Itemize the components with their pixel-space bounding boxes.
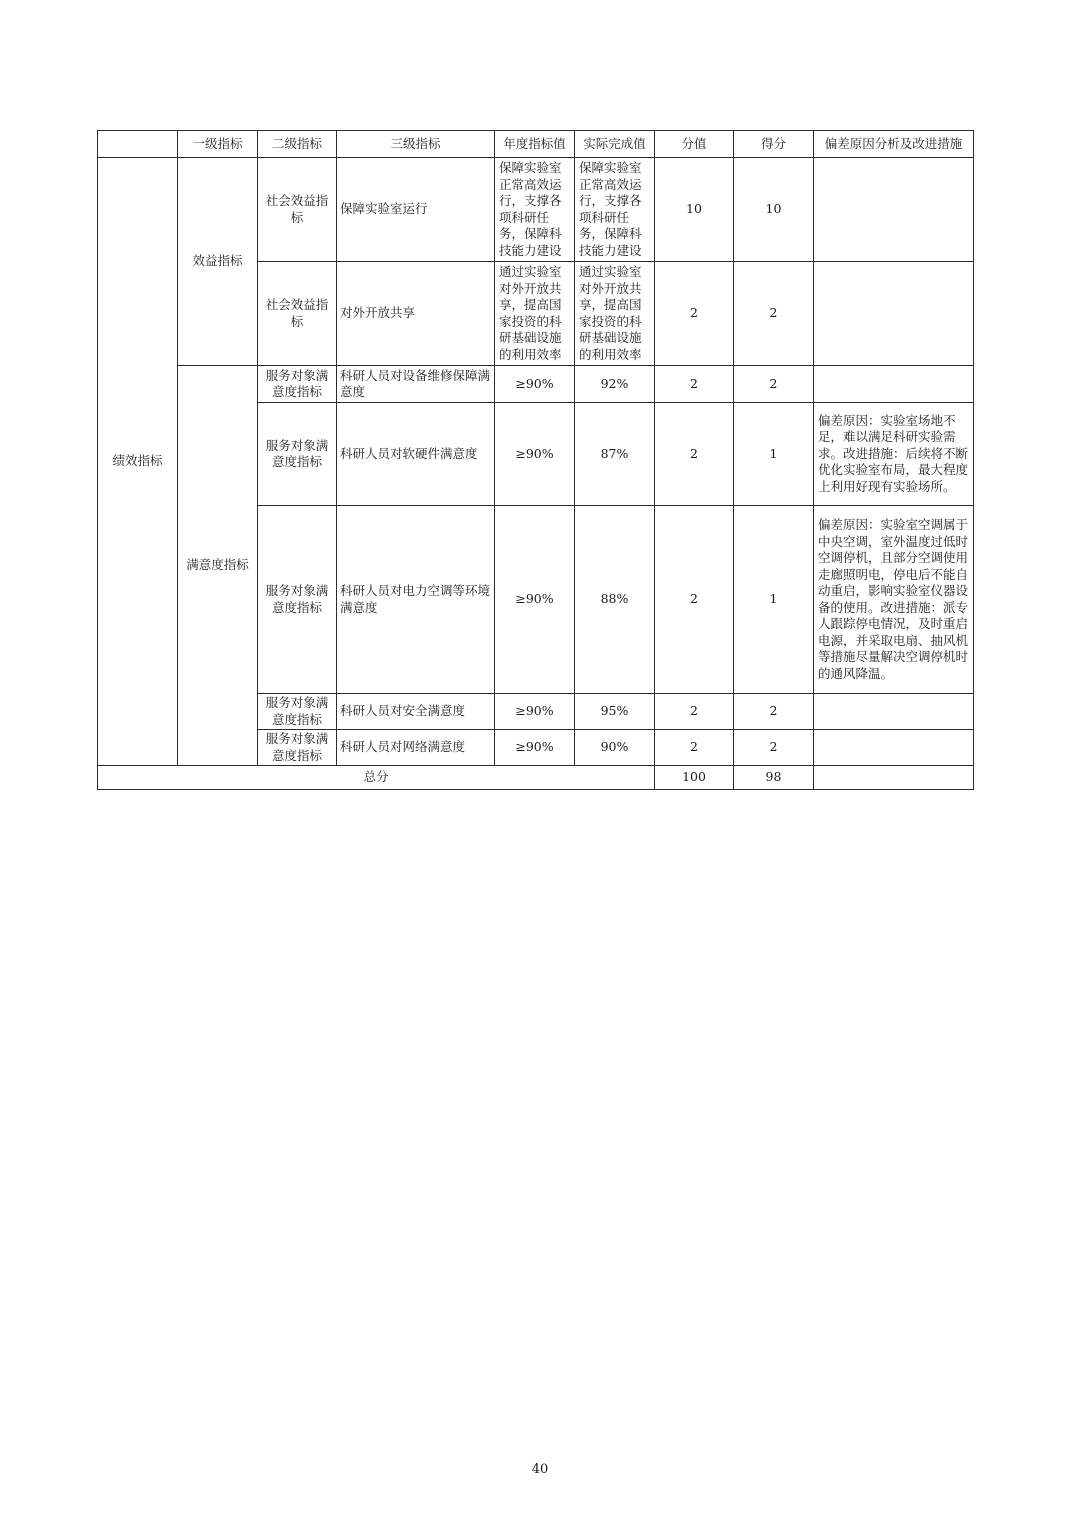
total-got-cell: 98 [734, 766, 814, 790]
score-cell: 2 [655, 403, 734, 506]
actual-cell: 92% [575, 366, 655, 403]
got-cell: 2 [734, 694, 814, 730]
table-row [98, 366, 974, 403]
page-number: 40 [531, 1462, 549, 1477]
level2-cell: 社会效益指标 [258, 262, 337, 366]
analysis-cell [814, 262, 974, 366]
got-cell: 1 [734, 506, 814, 694]
analysis-cell: 偏差原因：实验室场地不足，难以满足科研实验需求。改进措施：后续将不断优化实验室布局，最大程度上利用好现有实验场所。 [814, 403, 974, 506]
score-cell: 2 [655, 366, 734, 403]
analysis-cell [814, 694, 974, 730]
level3-cell: 科研人员对安全满意度 [337, 694, 495, 730]
table-row [98, 158, 974, 262]
actual-cell: 87% [575, 403, 655, 506]
level3-cell: 保障实验室运行 [337, 158, 495, 262]
header-cell-actual: 实际完成值 [575, 131, 655, 158]
header-row [98, 131, 974, 158]
total-row [98, 766, 974, 790]
target-cell: 保障实验室正常高效运行，支撑各项科研任务，保障科技能力建设 [495, 158, 575, 262]
level2-cell: 服务对象满意度指标 [258, 366, 337, 403]
level2-cell: 服务对象满意度指标 [258, 403, 337, 506]
header-cell-got: 得分 [734, 131, 814, 158]
score-cell: 2 [655, 506, 734, 694]
got-cell: 2 [734, 730, 814, 766]
actual-cell: 保障实验室正常高效运行，支撑各项科研任务，保障科技能力建设 [575, 158, 655, 262]
header-cell-level3: 三级指标 [337, 131, 495, 158]
level1-satisfaction-cell: 满意度指标 [178, 366, 258, 766]
analysis-cell [814, 366, 974, 403]
header-cell-level2: 二级指标 [258, 131, 337, 158]
total-analysis-cell [814, 766, 974, 790]
level3-cell: 科研人员对网络满意度 [337, 730, 495, 766]
level3-cell: 对外开放共享 [337, 262, 495, 366]
level2-cell: 社会效益指标 [258, 158, 337, 262]
analysis-cell [814, 158, 974, 262]
total-label-cell: 总分 [98, 766, 655, 790]
level0-group-cell: 绩效指标 [98, 158, 178, 766]
level2-cell: 服务对象满意度指标 [258, 506, 337, 694]
target-cell: 通过实验室对外开放共享，提高国家投资的科研基础设施的利用效率 [495, 262, 575, 366]
target-cell: ≥90% [495, 506, 575, 694]
header-cell-level1: 一级指标 [178, 131, 258, 158]
level2-cell: 服务对象满意度指标 [258, 694, 337, 730]
actual-cell: 95% [575, 694, 655, 730]
header-cell-analysis: 偏差原因分析及改进措施 [814, 131, 974, 158]
got-cell: 1 [734, 403, 814, 506]
score-cell: 10 [655, 158, 734, 262]
actual-cell: 90% [575, 730, 655, 766]
level3-cell: 科研人员对软硬件满意度 [337, 403, 495, 506]
got-cell: 2 [734, 262, 814, 366]
analysis-cell: 偏差原因：实验室空调属于中央空调，室外温度过低时空调停机，且部分空调使用走廊照明电，停电后不能自动重启，影响实验室仪器设备的使用。改进措施：派专人跟踪停电情况，及时重启电源，并采取电扇、抽风机等措施尽量解决空调停机时的通风降温。 [814, 506, 974, 694]
target-cell: ≥90% [495, 730, 575, 766]
level2-cell: 服务对象满意度指标 [258, 730, 337, 766]
actual-cell: 88% [575, 506, 655, 694]
score-cell: 2 [655, 694, 734, 730]
got-cell: 2 [734, 366, 814, 403]
header-cell-score: 分值 [655, 131, 734, 158]
total-score-cell: 100 [655, 766, 734, 790]
target-cell: ≥90% [495, 403, 575, 506]
level1-benefit-cell: 效益指标 [178, 158, 258, 366]
header-cell-blank [98, 131, 178, 158]
score-cell: 2 [655, 730, 734, 766]
target-cell: ≥90% [495, 366, 575, 403]
level3-cell: 科研人员对电力空调等环境满意度 [337, 506, 495, 694]
score-cell: 2 [655, 262, 734, 366]
analysis-cell [814, 730, 974, 766]
header-cell-target: 年度指标值 [495, 131, 575, 158]
performance-table [97, 130, 974, 790]
level3-cell: 科研人员对设备维修保障满意度 [337, 366, 495, 403]
got-cell: 10 [734, 158, 814, 262]
actual-cell: 通过实验室对外开放共享，提高国家投资的科研基础设施的利用效率 [575, 262, 655, 366]
target-cell: ≥90% [495, 694, 575, 730]
